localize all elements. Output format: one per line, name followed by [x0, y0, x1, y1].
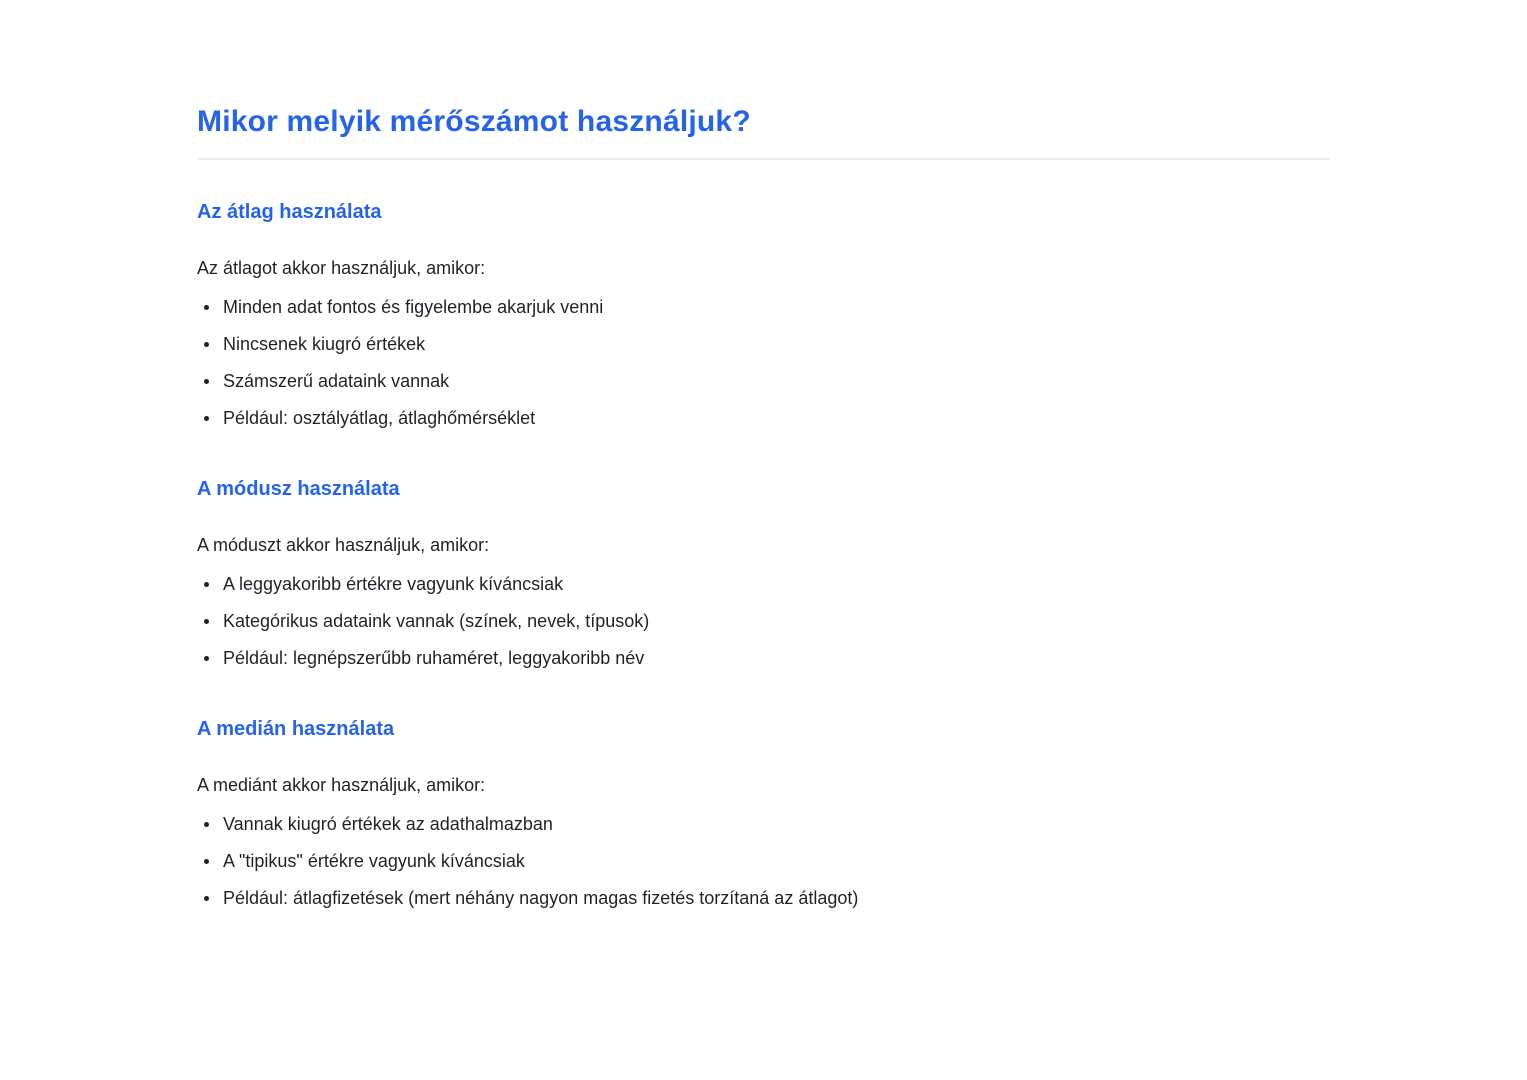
list-item: [197, 603, 1330, 640]
list-item-text: Nincsenek kiugró értékek: [223, 334, 426, 354]
bullet-list: [197, 806, 1330, 917]
list-item-text: A "tipikus" értékre vagyunk kíváncsiak: [223, 851, 525, 871]
section-intro: A mediánt akkor használjuk, amikor:: [197, 775, 486, 795]
bullet-icon: [204, 582, 209, 587]
section-atlag: [197, 200, 1330, 437]
list-item-text: Például: átlagfizetések (mert néhány nagyon magas fizetés torzítaná az átlagot): [223, 888, 859, 908]
list-item: [197, 566, 1330, 603]
list-item: [197, 363, 1330, 400]
bullet-icon: [204, 619, 209, 624]
section-modusz: [197, 477, 1330, 677]
title-divider: [197, 158, 1330, 160]
list-item: [197, 880, 1330, 917]
bullet-icon: [204, 822, 209, 827]
list-item-text: Például: osztályátlag, átlaghőmérséklet: [223, 408, 536, 428]
list-item-text: Számszerű adataink vannak: [223, 371, 450, 391]
section-heading: A medián használata: [197, 718, 395, 740]
list-item-text: Például: legnépszerűbb ruhaméret, leggyakoribb név: [223, 648, 645, 668]
list-item: [197, 289, 1330, 326]
list-item-text: A leggyakoribb értékre vagyunk kíváncsiak: [223, 574, 564, 594]
section-heading: Az átlag használata: [197, 201, 382, 223]
list-item: [197, 400, 1330, 437]
list-item-text: Vannak kiugró értékek az adathalmazban: [223, 814, 553, 834]
section-intro: A móduszt akkor használjuk, amikor:: [197, 535, 490, 555]
list-item: [197, 806, 1330, 843]
bullet-icon: [204, 305, 209, 310]
bullet-icon: [204, 859, 209, 864]
list-item-text: Minden adat fontos és figyelembe akarjuk venni: [223, 297, 604, 317]
bullet-icon: [204, 416, 209, 421]
list-item: [197, 640, 1330, 677]
bullet-list: [197, 566, 1330, 677]
bullet-list: [197, 289, 1330, 437]
list-item-text: Kategórikus adataink vannak (színek, nevek, típusok): [223, 611, 650, 631]
section-median: [197, 717, 1330, 917]
section-intro: Az átlagot akkor használjuk, amikor:: [197, 258, 486, 278]
bullet-icon: [204, 379, 209, 384]
list-item: [197, 843, 1330, 880]
section-heading: A módusz használata: [197, 478, 400, 500]
bullet-icon: [204, 896, 209, 901]
bullet-icon: [204, 342, 209, 347]
list-item: [197, 326, 1330, 363]
bullet-icon: [204, 656, 209, 661]
page-title: Mikor melyik mérőszámot használjuk?: [197, 105, 751, 138]
document-content: [197, 0, 1330, 917]
